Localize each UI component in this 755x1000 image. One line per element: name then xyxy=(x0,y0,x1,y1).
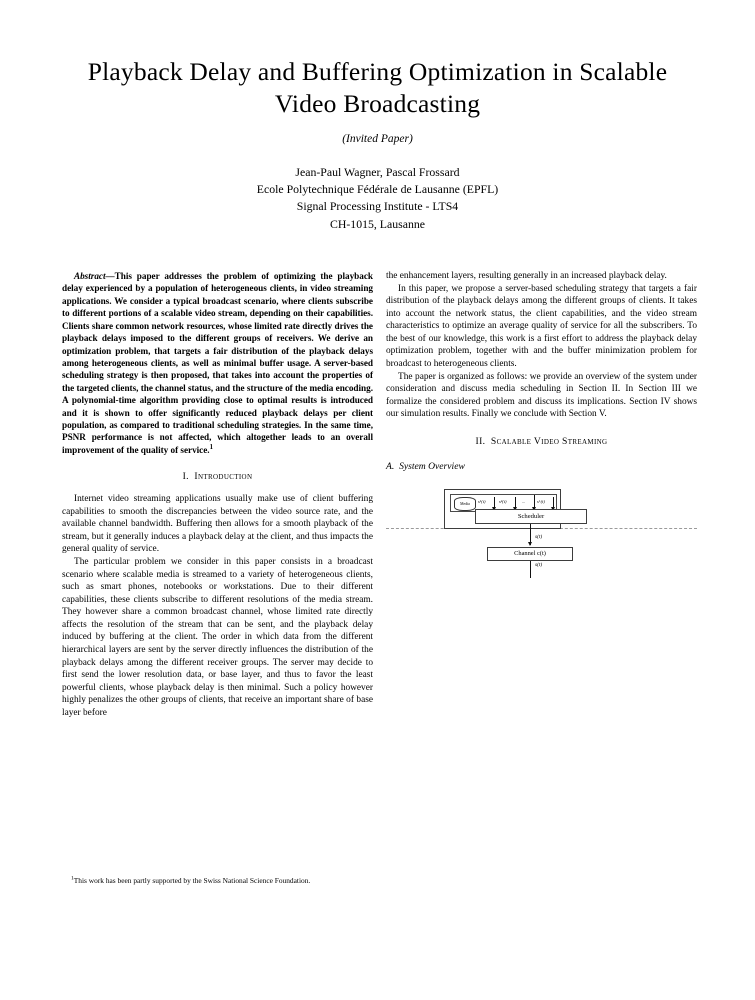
footnote-text: This work has been partly supported by the Swiss National Science Foundation. xyxy=(73,876,311,885)
intro-continuation-1: the enhancement layers, resulting generally in an increased playback delay. xyxy=(386,271,667,281)
author-block xyxy=(62,164,693,233)
footnote-marker: 1 xyxy=(71,875,74,882)
section-title-introduction: Introduction xyxy=(194,471,253,483)
title-block xyxy=(62,56,693,233)
section-number-introduction: I. xyxy=(182,471,189,483)
intro-continuation-2: In this paper, we propose a server-based scheduling strategy that targets a fair distribution of the playback delays among the different groups of clients. It takes into account the network status, the client capabilities, and the video stream characteristics to optimize an average quality of service for all the subscribers. To the best of our knowledge, this work is a first effort to address the playback delay optimization problem, together with and the buffer minimization problem for broadcast to heterogeneous clients. xyxy=(386,283,697,369)
scheduler-box: Scheduler xyxy=(475,509,587,524)
intro-paragraph-2: The particular problem we consider in this paper consists in a broadcast scenario where scalable media is streamed to a variety of heterogeneous clients, such as smart phones, notebooks or workstations. Due to their different capabilities, these clients subscribe to different resolutions of the media stream. They however share a common broadcast channel, whose limited rate directly affects the resolution of the stream that can be sent, and the playback delay induced by buffering at the client. The order in which data from the different hierarchical layers are sent by the server directly influences the distribution of the playback delays among the different receiver groups. The server may decide to first send the lower resolution data, or base layer, and thus to favor the least powerful clients, whose playback delay is then minimal. Such a policy however highly penalizes the other groups of clients, that receive an important share of base layer before xyxy=(62,557,373,718)
channel-to-client-line xyxy=(530,561,531,578)
abstract-block xyxy=(62,270,373,456)
layer-stem-2 xyxy=(515,497,516,508)
author-names: Jean-Paul Wagner, Pascal Frossard xyxy=(295,164,460,179)
affiliation-line-3: CH-1015, Lausanne xyxy=(329,216,425,231)
layer-stem-L xyxy=(553,497,554,508)
intro-paragraph-1: Internet video streaming applications usually make use of client buffering capabilities to smooth the discrepancies between the video source rate, and the available channel bandwidth. Buffering then allows for a smooth playback of the stream, but it generally induces a playback delay at the client, and thus impacts the general quality of service. xyxy=(62,494,373,555)
layer-label-2: s²(t) xyxy=(499,498,507,504)
channel-label: Channel c(t) xyxy=(514,549,546,557)
channel-box xyxy=(487,547,573,561)
abstract-label: Abstract— xyxy=(74,271,115,281)
footnote-reference[interactable]: 1 xyxy=(209,443,213,451)
layer-label-L: sᴸ(t) xyxy=(537,498,545,504)
paper-subtitle: (Invited Paper) xyxy=(342,132,413,145)
section-title-scalable: Scalable Video Streaming xyxy=(490,435,608,447)
intro-continuation-3: The paper is organized as follows: we provide an overview of the system under consideration and discuss media scheduling in Section II. In Section III we formalize the considered problem and discuss its implications. Section IV shows our simulation results. Finally we conclude with Section V. xyxy=(386,371,697,420)
system-overview-figure xyxy=(386,484,697,580)
media-database-icon: Media xyxy=(454,497,476,511)
scheduler-to-channel-arrow xyxy=(528,542,532,546)
section-heading-introduction xyxy=(62,471,373,484)
subsection-label: A. xyxy=(386,460,395,472)
affiliation-line-2: Signal Processing Institute - LTS4 xyxy=(296,199,459,214)
subsection-title: System Overview xyxy=(399,460,465,472)
footnote-block xyxy=(62,876,373,887)
page-title: Playback Delay and Buffering Optimization in Scalable Video Broadcasting xyxy=(87,57,668,119)
right-column xyxy=(386,270,697,580)
signal-label-st-top: s(t) xyxy=(535,533,543,540)
signal-label-st-bottom: s(t) xyxy=(535,561,543,568)
section-number-scalable: II. xyxy=(475,435,486,447)
left-column xyxy=(62,270,373,719)
subsection-heading-system-overview xyxy=(386,461,697,474)
footnote-indent xyxy=(62,876,71,885)
section-heading-scalable-video-streaming xyxy=(386,436,697,449)
layer-stem-3 xyxy=(534,495,535,508)
layer-label-ellipsis: ... xyxy=(522,498,526,504)
abstract-text: This paper addresses the problem of optimizing the playback delay experienced by a population of heterogeneous clients, in video streaming applications. We consider a typical broadcast scenario, where clients subscribe to different portions of a scalable video stream, depending on their capabilities. Clients share common network resources, whose limited rate directly drives the playback delays imposed to the different groups of receivers. We derive an optimization problem, that targets a fair distribution of the playback delays among heterogeneous clients, as well as minimal buffer usage. A server-based scheduling strategy is then proposed, that takes into account the properties of the targeted clients, the channel status, and the structure of the media encoding. A polynomial-time algorithm providing close to optimal results is introduced and it is shown to offer significantly reduced playback delays per client population, as compared to traditional scheduling strategies. In the same time, PSNR performance is not affected, which altogether leads to an overall improvement of the quality of service. xyxy=(62,271,373,455)
affiliation-line-1: Ecole Polytechnique Fédérale de Lausanne (EPFL) xyxy=(256,182,499,197)
layer-label-1: s¹(t) xyxy=(478,498,486,504)
layer-stem-1 xyxy=(494,497,495,508)
